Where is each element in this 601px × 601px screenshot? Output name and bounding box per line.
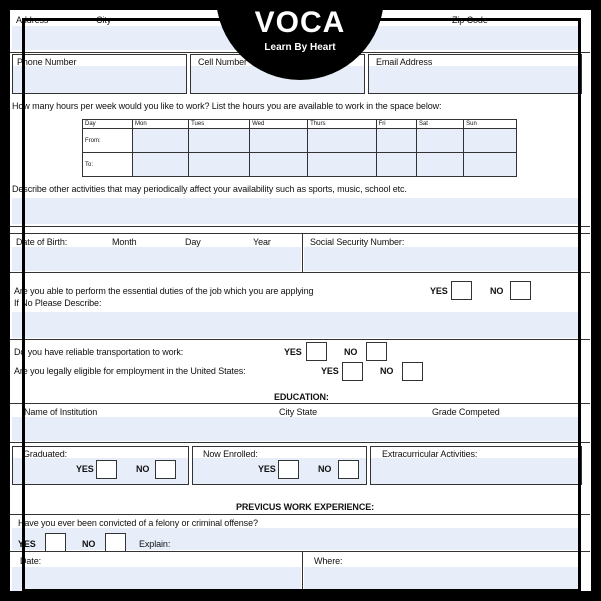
grade-label: Grade Competed xyxy=(432,407,500,417)
hours-cell[interactable] xyxy=(133,153,189,177)
felony-yes-checkbox[interactable] xyxy=(45,533,66,552)
felony-question: Have you ever been convicted of a felony or criminal offense? xyxy=(18,518,258,528)
zip-label: Zip Code xyxy=(452,15,488,25)
duties-no-checkbox[interactable] xyxy=(510,281,531,300)
hours-cell[interactable] xyxy=(250,153,308,177)
dob-label: Date of Birth: xyxy=(16,237,68,247)
work-heading: PREVICUS WORK EXPERIENCE: xyxy=(236,502,375,512)
day-header: Day xyxy=(83,120,133,129)
phone-label: Phone Number xyxy=(17,57,77,67)
to-label: To: xyxy=(83,153,133,177)
where-label: Where: xyxy=(314,556,343,566)
eligible-yes-checkbox[interactable] xyxy=(342,362,363,381)
ssn-field[interactable] xyxy=(304,247,580,271)
from-label: From: xyxy=(83,129,133,153)
divider xyxy=(10,551,590,552)
graduated-yes-checkbox[interactable] xyxy=(96,460,117,479)
hours-cell[interactable] xyxy=(376,129,416,153)
hours-cell[interactable] xyxy=(189,129,250,153)
eligible-no-checkbox[interactable] xyxy=(402,362,423,381)
graduated-no-label: NO xyxy=(136,464,150,474)
divider xyxy=(10,226,590,227)
hours-cell[interactable] xyxy=(416,129,463,153)
day-label: Day xyxy=(185,237,201,247)
activities-question: Describe other activities that may periodically affect your availability such as sports, music, school etc. xyxy=(12,184,407,194)
transport-question: Do you have reliable transportation to work: xyxy=(14,347,184,357)
enrolled-yes-label: YES xyxy=(258,464,276,474)
duties-yes-label: YES xyxy=(430,286,448,296)
logo-tagline: Learn By Heart xyxy=(264,42,336,53)
duties-describe-label: If No Please Describe: xyxy=(14,298,102,308)
dob-field[interactable] xyxy=(12,247,301,271)
eligible-question: Are you legally eligible for employment in the United States: xyxy=(14,366,246,376)
hours-question: How many hours per week would you like to work? List the hours you are available to work in the space below: xyxy=(12,101,442,111)
enrolled-label: Now Enrolled: xyxy=(203,449,258,459)
day-sun: Sun xyxy=(464,120,517,129)
transport-yes-label: YES xyxy=(284,347,302,357)
felony-no-label: NO xyxy=(82,539,96,549)
month-label: Month xyxy=(112,237,137,247)
hours-cell[interactable] xyxy=(308,153,376,177)
day-fri: Fri xyxy=(376,120,416,129)
day-sat: Sat xyxy=(416,120,463,129)
year-label: Year xyxy=(253,237,271,247)
cell-label: Cell Number xyxy=(198,57,247,67)
felony-no-checkbox[interactable] xyxy=(105,533,126,552)
divider xyxy=(10,233,590,234)
logo-wordmark: VOCA xyxy=(254,6,346,39)
duties-question: Are you able to perform the essential duties of the job which you are applying xyxy=(14,286,314,296)
graduated-no-checkbox[interactable] xyxy=(155,460,176,479)
felony-row xyxy=(12,528,580,550)
divider xyxy=(10,514,590,515)
hours-cell[interactable] xyxy=(308,129,376,153)
duties-no-label: NO xyxy=(490,286,504,296)
divider xyxy=(10,442,590,443)
phone-field[interactable] xyxy=(13,66,186,93)
divider xyxy=(302,551,303,591)
enrolled-yes-checkbox[interactable] xyxy=(278,460,299,479)
eligible-no-label: NO xyxy=(380,366,394,376)
institution-label: Name of Institution xyxy=(24,407,98,417)
enrolled-no-checkbox[interactable] xyxy=(338,460,359,479)
hours-cell[interactable] xyxy=(189,153,250,177)
extracurricular-field[interactable] xyxy=(371,458,581,484)
education-heading: EDUCATION: xyxy=(274,392,329,402)
email-field[interactable] xyxy=(369,66,581,93)
duties-describe-field[interactable] xyxy=(12,312,580,338)
where-field[interactable] xyxy=(304,567,580,591)
hours-table xyxy=(82,119,517,177)
divider xyxy=(302,234,303,272)
activities-field[interactable] xyxy=(12,198,580,224)
city-state-label: City State xyxy=(279,407,318,417)
hours-cell[interactable] xyxy=(250,129,308,153)
divider xyxy=(10,272,590,273)
explain-label: Explain: xyxy=(139,539,171,549)
ssn-label: Social Security Number: xyxy=(310,237,405,247)
extracurricular-label: Extracurricular Activities: xyxy=(382,449,478,459)
graduated-label: Graduated: xyxy=(23,449,68,459)
transport-no-label: NO xyxy=(344,347,358,357)
city-label: City xyxy=(96,15,112,25)
hours-cell[interactable] xyxy=(464,129,517,153)
transport-no-checkbox[interactable] xyxy=(366,342,387,361)
hours-cell[interactable] xyxy=(416,153,463,177)
hours-cell[interactable] xyxy=(133,129,189,153)
divider xyxy=(10,403,590,404)
date-label: Date: xyxy=(20,556,42,566)
address-label: Address xyxy=(16,15,49,25)
day-wed: Wed xyxy=(250,120,308,129)
date-field[interactable] xyxy=(12,567,301,591)
transport-yes-checkbox[interactable] xyxy=(306,342,327,361)
felony-yes-label: YES xyxy=(18,539,36,549)
institution-field[interactable] xyxy=(12,417,580,441)
day-mon: Mon xyxy=(133,120,189,129)
day-tues: Tues xyxy=(189,120,250,129)
hours-cell[interactable] xyxy=(464,153,517,177)
hours-cell[interactable] xyxy=(376,153,416,177)
eligible-yes-label: YES xyxy=(321,366,339,376)
enrolled-no-label: NO xyxy=(318,464,332,474)
divider xyxy=(10,339,590,340)
graduated-yes-label: YES xyxy=(76,464,94,474)
day-thurs: Thurs xyxy=(308,120,376,129)
duties-yes-checkbox[interactable] xyxy=(451,281,472,300)
email-label: Email Address xyxy=(376,57,433,67)
